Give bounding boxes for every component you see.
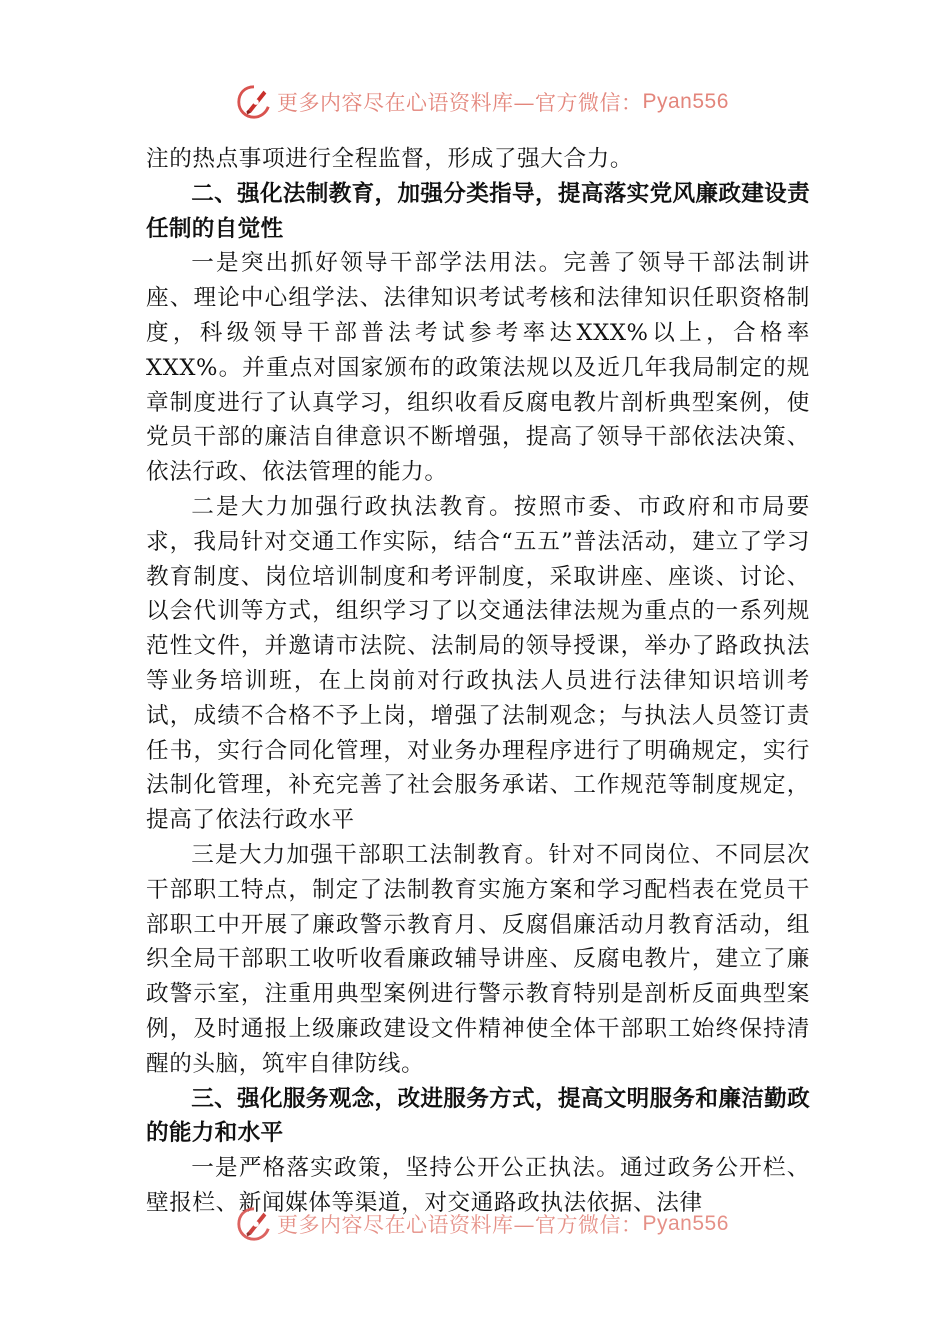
section-heading: 二、强化法制教育，加强分类指导，提高落实党风廉政建设责任制的自觉性 [146,180,810,242]
body-paragraph: 三是大力加强干部职工法制教育。针对不同岗位、不同层次干部职工特点，制定了法制教育实施方案和学习配档表在党员干部职工中开展了廉政警示教育月、反腐倡廉活动月教育活动，组织全局干部职工收听收看廉政辅导讲座、反腐电教片，建立了廉政警示室，注重用典型案例进行警示教育特别是剖析反面典型案例，及时通报上级廉政建设文件精神使全体干部职工始终保持清醒的头脑，筑牢自律防线。 [146,841,810,1077]
pen-logo-icon [235,83,273,121]
document-body [146,142,810,1221]
watermark-header [235,82,729,122]
body-paragraph: 二是大力加强行政执法教育。按照市委、市政府和市局要求，我局针对交通工作实际，结合“五五”普法活动，建立了学习教育制度、岗位培训制度和考评制度，采取讲座、座谈、讨论、以会代训等方式，组织学习了以交通法律法规为重点的一系列规范性文件，并邀请市法院、法制局的领导授课，举办了路政执法等业务培训班，在上岗前对行政执法人员进行法律知识培训考试，成绩不合格不予上岗，增强了法制观念；与执法人员签订责任书，实行合同化管理，对业务办理程序进行了明确规定，实行法制化管理，补充完善了社会服务承诺、工作规范等制度规定，提高了依法行政水平 [146,493,810,834]
watermark-wechat-id: Pyan556 [642,90,729,113]
body-paragraph: 一是突出抓好领导干部学法用法。完善了领导干部法制讲座、理论中心组学法、法律知识考试考核和法律知识任职资格制度，科级领导干部普法考试参考率达XXX%以上，合格率XXX%。并重点对国家颁布的政策法规以及近几年我局制定的规章制度进行了认真学习，组织收看反腐电教片剖析典型案例，使党员干部的廉洁自律意识不断增强，提高了领导干部依法决策、依法行政、依法管理的能力。 [146,250,810,486]
pen-logo-icon [235,1205,273,1243]
body-paragraph: 一是严格落实政策，坚持公开公正执法。通过政务公开栏、壁报栏、新闻媒体等渠道，对交通路政执法依据、法律 [146,1155,810,1216]
watermark-text: 更多内容尽在心语资料库—官方微信： [277,1213,643,1237]
section-heading: 三、强化服务观念，改进服务方式，提高文明服务和廉洁勤政的能力和水平 [146,1085,810,1147]
watermark-wechat-id: Pyan556 [642,1212,729,1235]
watermark-text: 更多内容尽在心语资料库—官方微信： [277,91,643,115]
watermark-footer [235,1204,729,1244]
body-paragraph: 注的热点事项进行全程监督，形成了强大合力。 [146,146,634,172]
